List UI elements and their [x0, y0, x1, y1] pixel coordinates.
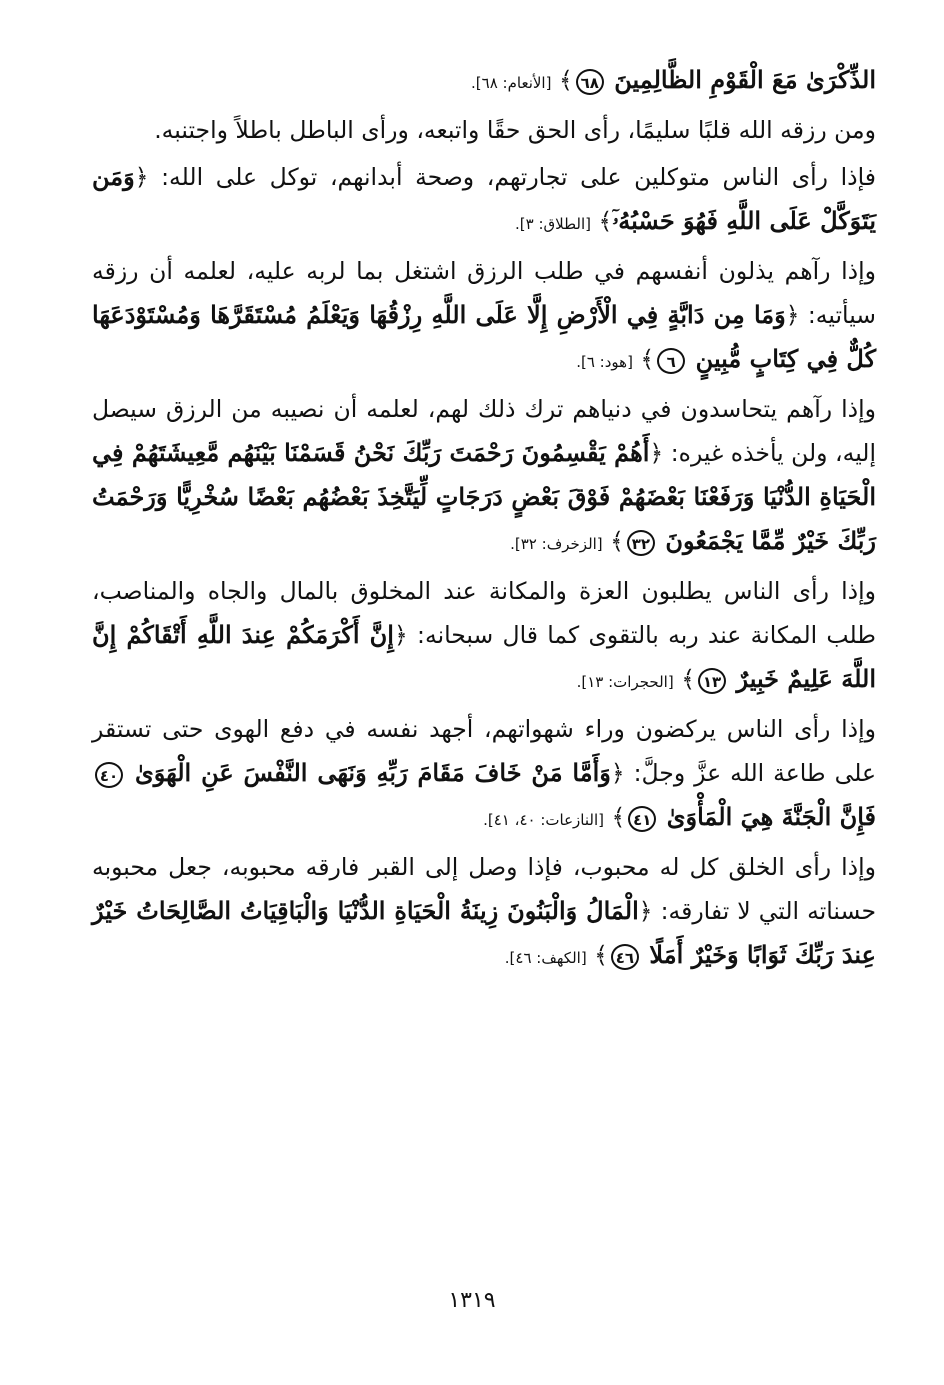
paragraph-text: فإذا رأى الناس متوكلين على تجارتهم، وصحة أبدانهم، توكل على الله:: [161, 163, 876, 191]
surah-reference: [الكهف: ٤٦].: [504, 949, 587, 967]
surah-reference: [الزخرف: ٣٢].: [510, 535, 603, 553]
text-block: [92, 58, 876, 983]
ornament-bracket-icon: ﴾: [611, 803, 626, 831]
paragraph-1: [92, 58, 876, 105]
paragraph-5: [92, 387, 876, 566]
surah-reference: [الطلاق: ٣].: [515, 215, 592, 233]
quran-quote: الذِّكْرَىٰ مَعَ الْقَوْمِ الظَّالِمِينَ: [614, 65, 876, 94]
ornament-bracket-icon: ﴿: [134, 163, 149, 191]
paragraph-7: [92, 707, 876, 842]
ornament-bracket-icon: ﴾: [558, 66, 573, 94]
ornament-bracket-icon: ﴿: [649, 439, 664, 467]
ayah-number-marker: ٤١: [628, 806, 656, 832]
ayah-number-marker: ٤٦: [611, 944, 639, 970]
quran-quote: إِنَّ أَكْرَمَكُمْ عِندَ اللَّهِ أَتْقَاكُمْ إِنَّ اللَّهَ عَلِيمٌ خَبِيرٌ: [92, 620, 876, 693]
ornament-bracket-icon: ﴿: [785, 301, 800, 329]
ornament-bracket-icon: ﴾: [594, 941, 608, 969]
ornament-bracket-icon: ﴿: [638, 897, 653, 925]
paragraph-4: [92, 249, 876, 384]
paragraph-text: وإذا رآهم يذلون أنفسهم في طلب الرزق اشتغل بما لربه عليه، لعلمه أن رزقه سيأتيه:: [92, 257, 876, 329]
ayah-number-marker: ٦: [657, 348, 685, 374]
quran-quote: وَمَن يَتَوَكَّلْ عَلَى اللَّهِ فَهُوَ حَسْبُهُۥٓ: [92, 162, 876, 235]
ornament-bracket-icon: ﴾: [640, 345, 655, 373]
surah-reference: [هود: ٦].: [576, 353, 633, 371]
quran-quote: أَهُمْ يَقْسِمُونَ رَحْمَتَ رَبِّكَ نَحْنُ قَسَمْنَا بَيْنَهُم مَّعِيشَتَهُمْ فِي الْحَيَاةِ الدُّنْيَا وَرَفَعْنَا بَعْضَهُمْ فَوْقَ بَعْضٍ دَرَجَاتٍ لِّيَتَّخِذَ بَعْضُهُم بَعْضًا سُخْرِيًّا وَرَحْمَتُ رَبِّكَ خَيْرٌ مِّمَّا يَجْمَعُونَ: [92, 438, 876, 555]
paragraph-text: وإذا رأى الناس يركضون وراء شهواتهم، أجهد نفسه في دفع الهوى حتى تستقر على طاعة الله عزَّ وجلَّ:: [92, 715, 876, 787]
paragraph-8: [92, 845, 876, 980]
ayah-number-marker: ٦٨: [576, 69, 604, 95]
quran-quote: الْمَالُ وَالْبَنُونَ زِينَةُ الْحَيَاةِ الدُّنْيَا وَالْبَاقِيَاتُ الصَّالِحَاتُ خَيْرٌ عِندَ رَبِّكَ ثَوَابًا وَخَيْرٌ أَمَلًا: [92, 896, 876, 969]
paragraph-text: وإذا رأى الناس يطلبون العزة والمكانة عند المخلوق بالمال والجاه والمناصب، طلب المكانة عند ربه بالتقوى كما قال سبحانه:: [92, 577, 876, 649]
ayah-number-marker: ٤٠: [95, 762, 123, 788]
quran-quote-continued: فَإِنَّ الْجَنَّةَ هِيَ الْمَأْوَىٰ: [666, 802, 876, 831]
surah-reference: [الحجرات: ١٣].: [576, 673, 674, 691]
ornament-bracket-icon: ﴾: [598, 207, 613, 235]
ornament-bracket-icon: ﴾: [610, 527, 624, 555]
ornament-bracket-icon: ﴾: [681, 665, 695, 693]
paragraph-3: [92, 155, 876, 246]
paragraph-text: وإذا رأى الخلق كل له محبوب، فإذا وصل إلى القبر فارقه محبوبه، جعل محبوبه حسناته التي لا تفارقه:: [92, 853, 876, 925]
page-number: ١٣١٩: [448, 1288, 496, 1313]
quran-quote: وَأَمَّا مَنْ خَافَ مَقَامَ رَبِّهِ وَنَهَى النَّفْسَ عَنِ الْهَوَىٰ: [134, 758, 611, 787]
surah-reference: [النازعات: ٤٠، ٤١].: [483, 811, 604, 829]
paragraph-text: وإذا رآهم يتحاسدون في دنياهم ترك ذلك لهم، لعلمه أن نصيبه من الرزق سيصل إليه، ولن يأخذه غيره:: [92, 395, 876, 467]
paragraph-6: [92, 569, 876, 704]
surah-reference: [الأنعام: ٦٨].: [471, 74, 552, 92]
ayah-number-marker: ١٣: [698, 668, 726, 694]
paragraph-2: [92, 108, 876, 152]
ayah-number-marker: ٣٢: [627, 530, 655, 556]
ornament-bracket-icon: ﴿: [610, 759, 625, 787]
paragraph-text: ومن رزقه الله قلبًا سليمًا، رأى الحق حقًا واتبعه، ورأى الباطل باطلاً واجتنبه.: [154, 116, 876, 144]
ornament-bracket-icon: ﴿: [393, 621, 408, 649]
quran-quote: وَمَا مِن دَابَّةٍ فِي الْأَرْضِ إِلَّا عَلَى اللَّهِ رِزْقُهَا وَيَعْلَمُ مُسْتَقَرَّهَا وَمُسْتَوْدَعَهَا كُلٌّ فِي كِتَابٍ مُّبِينٍ: [92, 300, 876, 373]
